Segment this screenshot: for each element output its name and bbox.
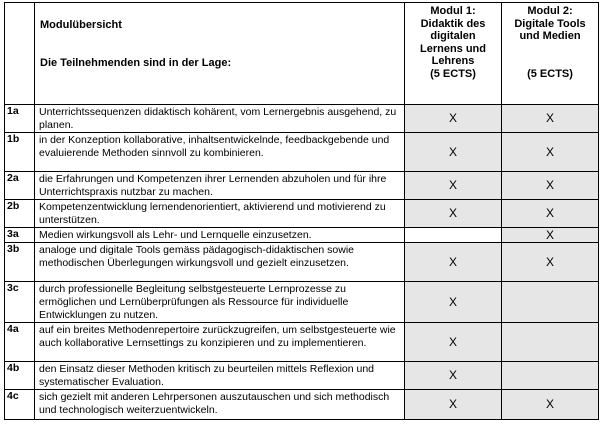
row-description: durch professionelle Begleitung selbstgesteuerte Lernprozesse zu ermöglichen und Lernüberprüfungen als Ressource für individuelle Entwicklungen zu nutzen. xyxy=(35,282,405,323)
row-modul1-mark: X xyxy=(405,323,502,362)
modul1-line: Lehrens xyxy=(431,55,475,67)
row-modul1-mark: X xyxy=(405,200,502,228)
row-modul2-mark: X xyxy=(502,390,599,420)
table-row xyxy=(5,133,599,172)
row-modul1-mark: X xyxy=(405,105,502,133)
header-row xyxy=(5,3,599,105)
row-id: 2b xyxy=(5,200,35,228)
row-modul1-mark: X xyxy=(405,133,502,172)
row-id: 3c xyxy=(5,282,35,323)
row-modul1-mark: X xyxy=(405,243,502,282)
table-row xyxy=(5,390,599,420)
row-modul2-mark xyxy=(502,362,599,390)
table-subtitle: Die Teilnehmenden sind in der Lage: xyxy=(40,57,232,69)
table-row xyxy=(5,282,599,323)
table-row xyxy=(5,200,599,228)
row-modul2-mark xyxy=(502,282,599,323)
row-description: auf ein breites Methodenrepertoire zurückzugreifen, um selbstgesteuerte wie auch kollaborative Lernsettings zu konzipieren und zu implementieren. xyxy=(35,323,405,362)
row-description: in der Konzeption kollaborative, inhaltsentwickelnde, feedbackgebende und evaluierende Methoden sinnvoll zu kombinieren. xyxy=(35,133,405,172)
table-row xyxy=(5,172,599,200)
row-description: Kompetenzentwicklung lernendenorientiert, aktivierend und motivierend zu unterstützen. xyxy=(35,200,405,228)
table-row xyxy=(5,105,599,133)
header-id-cell xyxy=(5,3,35,105)
header-description-cell xyxy=(35,3,405,105)
modul2-line: Digitale Tools xyxy=(514,17,586,30)
row-id: 4a xyxy=(5,323,35,362)
table-row xyxy=(5,243,599,282)
row-description: Medien wirkungsvoll als Lehr- und Lernquelle einzusetzen. xyxy=(35,228,405,243)
row-modul2-mark: X xyxy=(502,243,599,282)
row-modul2-mark: X xyxy=(502,228,599,243)
row-modul1-mark: X xyxy=(405,282,502,323)
modul1-line: Modul 1: xyxy=(430,5,476,17)
modul1-line: Didaktik des xyxy=(420,17,486,30)
header-modul1-cell xyxy=(405,3,502,105)
table-title: Modulübersicht xyxy=(40,19,122,31)
row-description: die Erfahrungen und Kompetenzen ihrer Lernenden abzuholen und für ihre Unterrichtspraxis nutzbar zu machen. xyxy=(35,172,405,200)
row-modul2-mark: X xyxy=(502,133,599,172)
modul1-ects: (5 ECTS) xyxy=(430,67,476,80)
row-description: Unterrichtssequenzen didaktisch kohärent, vom Lernergebnis ausgehend, zu planen. xyxy=(35,105,405,133)
row-description: analoge und digitale Tools gemäss pädagogisch-didaktischen sowie methodischen Überlegungen wirkungsvoll und gezielt einzusetzen. xyxy=(35,243,405,282)
header-modul2-cell xyxy=(502,3,599,105)
row-id: 4c xyxy=(5,390,35,420)
row-id: 3a xyxy=(5,228,35,243)
row-id: 2a xyxy=(5,172,35,200)
module-overview-table xyxy=(4,2,599,420)
modul2-line: und Medien xyxy=(519,30,581,42)
row-modul1-mark xyxy=(405,228,502,243)
modul1-line: Lernens und xyxy=(419,42,486,55)
table-row xyxy=(5,362,599,390)
table-row xyxy=(5,228,599,243)
row-id: 3b xyxy=(5,243,35,282)
table-row xyxy=(5,323,599,362)
row-modul1-mark: X xyxy=(405,172,502,200)
row-modul2-mark xyxy=(502,323,599,362)
modul2-line: Modul 2: xyxy=(527,5,573,17)
row-id: 1b xyxy=(5,133,35,172)
row-modul2-mark: X xyxy=(502,200,599,228)
row-modul1-mark: X xyxy=(405,390,502,420)
row-modul2-mark: X xyxy=(502,172,599,200)
modul2-ects: (5 ECTS) xyxy=(527,67,573,80)
row-description: den Einsatz dieser Methoden kritisch zu beurteilen mittels Reflexion und systematischer Evaluation. xyxy=(35,362,405,390)
row-modul1-mark: X xyxy=(405,362,502,390)
row-modul2-mark: X xyxy=(502,105,599,133)
row-description: sich gezielt mit anderen Lehrpersonen auszutauschen und sich methodisch und technologisch weiterzuentwickeln. xyxy=(35,390,405,420)
module-overview-table-wrapper xyxy=(4,2,599,420)
modul1-line: digitalen xyxy=(430,30,476,42)
row-id: 1a xyxy=(5,105,35,133)
row-id: 4b xyxy=(5,362,35,390)
